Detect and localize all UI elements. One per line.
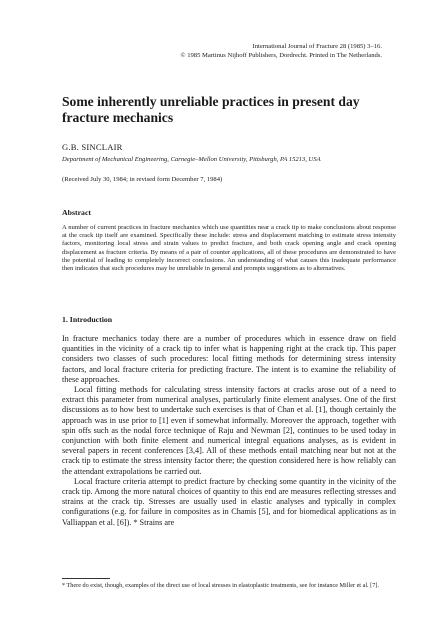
journal-citation: International Journal of Fracture 28 (1985) 3–16. [252,43,382,50]
footnote-rule [62,578,110,579]
body-paragraph: Local fracture criteria attempt to predict fracture by checking some quantity in the vicinity of the crack tip. Among the more natural choices of quantity to this end are measures reflecting stresses and strains at the crack tip. Stresses are usually used in elastic analyses and typically in complex configurations (e.g. for failure in composites as in Chamis [5], and for biomedical applications as in Valliappan et al. [6]). * Strains are [62,476,396,527]
journal-copyright: © 1985 Martinus Nijhoff Publishers, Dordrecht. Printed in The Netherlands. [180,52,382,59]
abstract-heading: Abstract [62,208,92,217]
author-affiliation: Department of Mechanical Engineering, Carnegie–Mellon University, Pittsburgh, PA 15213, USA [62,156,321,163]
abstract-text: A number of current practices in fracture mechanics which use quantities near a crack tip to make conclusions about response at the crack tip itself are examined. Specifically these include: stress and displacement matching to estimate stress intensity factors, monitoring local stress and strain values to predict fracture, and both crack opening angle and crack opening displacement as fracture criteria. By means of a pair of counter applications, all of these procedures are demonstrated to have the potential of leading to completely incorrect conclusions. An understanding of what causes this inadequate performance then indicates that such procedures may be unreliable in general and prompts suggestions as to alternatives. [62,224,396,273]
footnote-text: * There do exist, though, examples of the direct use of local stresses in elastoplastic treatments, see for instance Miller et al. [7]. [62,582,379,589]
body-paragraph: In fracture mechanics today there are a number of procedures which in essence draw on field quantities in the vicinity of a crack tip to infer what is happening right at the crack tip. This paper considers two classes of such procedures: local fitting methods for determining stress intensity factors, and local fracture criteria for predicting fracture. The intent is to examine the reliability of these approaches. [62,334,396,384]
received-dates: (Received July 30, 1984; in revised form December 7, 1984) [62,176,223,183]
paper-title: Some inherently unreliable practices in present day fracture mechanics [62,94,360,125]
section-body [62,334,396,528]
section-heading: 1. Introduction [62,315,113,324]
author-name: G.B. SINCLAIR [62,142,123,152]
body-paragraph: Local fitting methods for calculating stress intensity factors at cracks arose out of a need to extract this parameter from numerical analyses, particularly finite element analyses. One of the first discussions as to how best to undertake such exercises is that of Chan et al. [1], though certainly the approach was in use prior to [1] even if somewhat informally. Moreover the approach, together with spin offs such as the nodal force technique of Raju and Newman [2], continues to be used today in conjunction with both finite element and numerical integral equations analyses, as is evident in several papers in recent conferences [3,4]. All of these methods entail matching near but not at the crack tip to estimate the stress intensity factor there; the question considered here is how reliably can the attendant extrapolations be carried out. [62,385,396,476]
journal-header [122,42,382,60]
